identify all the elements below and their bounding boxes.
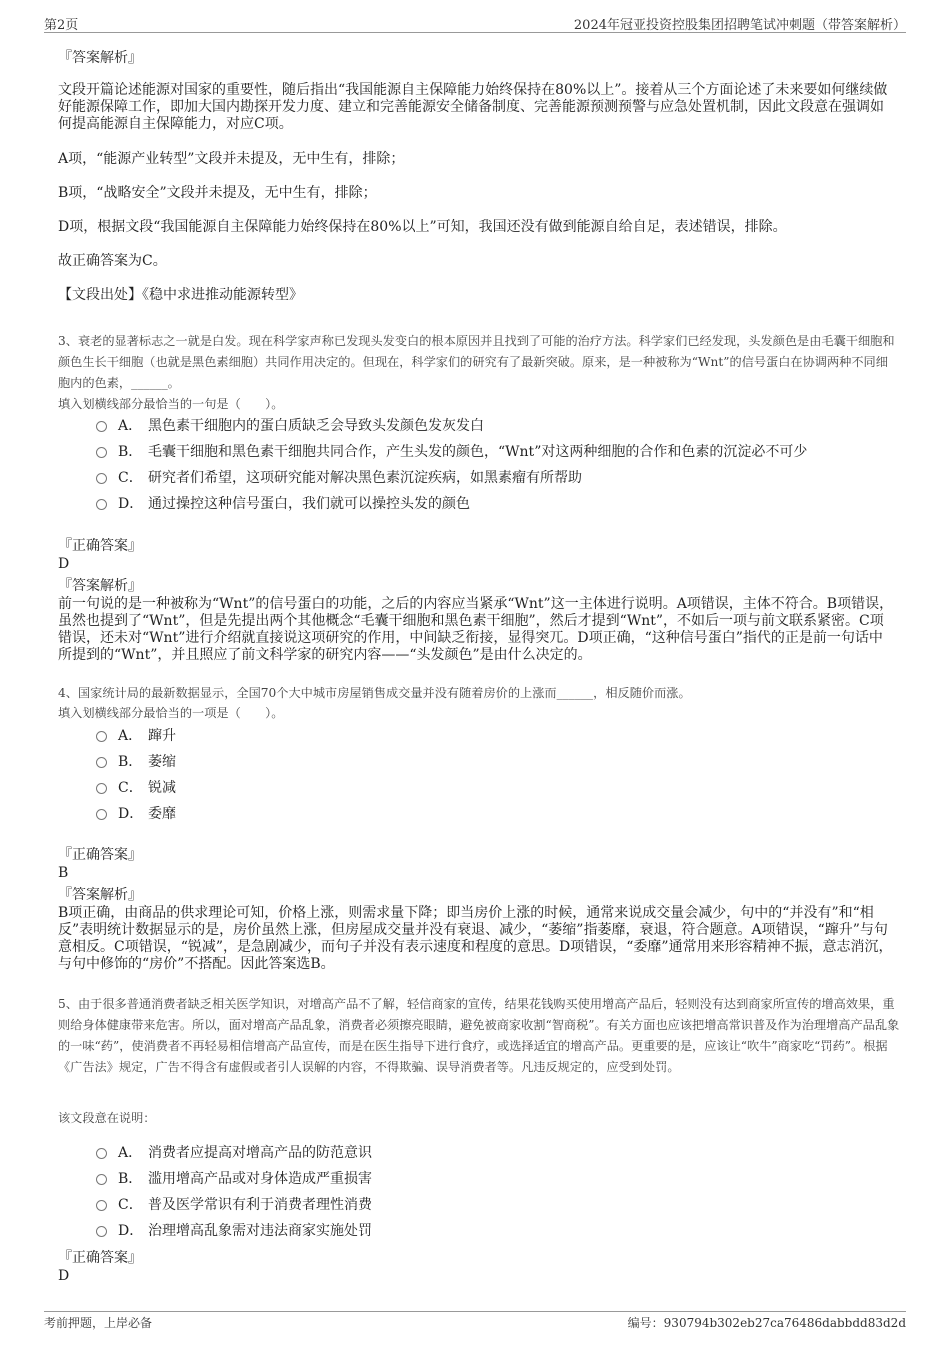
- q5-option-d[interactable]: D． 治理增高乱象需对违法商家实施处罚: [96, 1221, 372, 1241]
- radio-icon[interactable]: [96, 473, 107, 484]
- page-number: 第2页: [44, 18, 79, 33]
- q4-stem: 4、国家统计局的最新数据显示，全国70个大中城市房屋销售成交量并没有随着房价的上涨而______，相反随价而涨。: [58, 686, 691, 700]
- radio-icon[interactable]: [96, 1148, 107, 1159]
- q3-option-d[interactable]: D． 通过操控这种信号蛋白，我们就可以操控头发的颜色: [96, 494, 470, 514]
- q5-prompt: 该文段意在说明：: [58, 1111, 156, 1125]
- q4-analysis: B项正确，由商品的供求理论可知，价格上涨，则需求量下降；即当房价上涨的时候，通常来说成交量会减少，句中的“并没有”和“相反”表明统计数据显示的是，房价虽然上涨，但房屋成交量并没有衰退、减少，“萎缩”指萎靡，衰退，符合题意。A项错误，“蹿升”与句意相反。C项错误，“锐减”，是急剧减少，而句子并没有表示速度和程度的意思。D项错误，“委靡”通常用来形容精神不振，意志消沉，与句中修饰的“房价”不搭配。因此答案选B。: [58, 905, 893, 972]
- q3-prompt: 填入划横线部分最恰当的一句是（ ）。: [58, 397, 284, 411]
- document-code: 编号：930794b302eb27ca76486dabbdd83d2d: [627, 1316, 906, 1330]
- q3-stem: 3、衰老的显著标志之一就是白发。现在科学家声称已发现头发变白的根本原因并且找到了可能的治疗方法。科学家们已经发现，头发颜色是由毛囊干细胞和颜色生长干细胞（也就是黑色素细胞）共同作用决定的。但现在，科学家们的研究有了最新突破。原来，是一种被称为“Wnt”的信号蛋白在协调两种不同细胞内的色素，______。: [58, 334, 895, 390]
- radio-icon[interactable]: [96, 757, 107, 768]
- q5-stem: 5、由于很多普通消费者缺乏相关医学知识，对增高产品不了解，轻信商家的宣传，结果花钱购买使用增高产品后，轻则没有达到商家所宣传的增高效果，重则给身体健康带来危害。所以，面对增高产品乱象，消费者必须擦亮眼睛，避免被商家收割“智商税”。有关方面也应该把增高常识普及作为治理增高产品乱象的一味“药”，使消费者不再轻易相信增高产品宣传，而是在医生指导下进行食疗，或选择适宜的增高产品。更重要的是，应该让“吹牛”商家吃“罚药”。根据《广告法》规定，广告不得含有虚假或者引人误解的内容，不得欺骗、误导消费者等。凡违反规定的，应受到处罚。: [58, 997, 900, 1074]
- radio-icon[interactable]: [96, 421, 107, 432]
- q3-analysis-label: 『答案解析』: [58, 578, 142, 594]
- page-header: [44, 14, 906, 34]
- q4-option-d[interactable]: D． 委靡: [96, 804, 176, 824]
- q4-answer-label: 『正确答案』: [58, 847, 142, 863]
- q3-analysis: 前一句说的是一种被称为“Wnt”的信号蛋白的功能，之后的内容应当紧承“Wnt”这一主体进行说明。A项错误，主体不符合。B项错误，虽然也提到了“Wnt”，但是先提出两个其他概念“毛囊干细胞和黑色素干细胞”，然后才提到“Wnt”，不如后一项与前文联系紧密。C项错误，还未对“Wnt”进行介绍就直接说这项研究的作用，中间缺乏衔接，显得突兀。D项正确，“这种信号蛋白”指代的正是前一句话中所提到的“Wnt”，并且照应了前文科学家的研究内容——“头发颜色”是由什么决定的。: [58, 596, 894, 663]
- q3-answer: D: [58, 556, 70, 572]
- radio-icon[interactable]: [96, 1200, 107, 1211]
- q3-answer-label: 『正确答案』: [58, 538, 142, 554]
- q5-answer-label: 『正确答案』: [58, 1250, 142, 1266]
- q4-option-a[interactable]: A． 蹿升: [96, 726, 176, 746]
- q4-option-b[interactable]: B． 萎缩: [96, 752, 176, 772]
- footer-slogan: 考前押题，上岸必备: [44, 1316, 153, 1330]
- radio-icon[interactable]: [96, 1226, 107, 1237]
- document-title: 2024年冠亚投资控股集团招聘笔试冲刺题（带答案解析）: [573, 18, 906, 33]
- radio-icon[interactable]: [96, 731, 107, 742]
- q3-option-b[interactable]: B． 毛囊干细胞和黑色素干细胞共同合作，产生头发的颜色，“Wnt”对这两种细胞的合作和色素的沉淀必不可少: [96, 442, 807, 462]
- q2-analysis-line-a: A项，“能源产业转型”文段并未提及，无中生有，排除；: [58, 151, 405, 167]
- q4-prompt: 填入划横线部分最恰当的一项是（ ）。: [58, 706, 284, 720]
- q2-analysis-line-b: B项，“战略安全”文段并未提及，无中生有，排除；: [58, 185, 377, 201]
- header-divider: [44, 32, 906, 33]
- q3-option-c[interactable]: C． 研究者们希望，这项研究能对解决黑色素沉淀疾病，如黑素瘤有所帮助: [96, 468, 582, 488]
- q2-analysis-text: 文段开篇论述能源对国家的重要性，随后指出“我国能源自主保障能力始终保持在80%以上”。接着从三个方面论述了未来要如何继续做好能源保障工作，即加大国内勘探开发力度、建立和完善能源安全储备制度、完善能源预测预警与应急处置机制，因此文段意在强调如何提高能源自主保障能力，对应C项。: [58, 82, 888, 132]
- radio-icon[interactable]: [96, 1174, 107, 1185]
- q2-analysis-line-d: D项，根据文段“我国能源自主保障能力始终保持在80%以上”可知，我国还没有做到能源自给自足，表述错误，排除。: [58, 219, 787, 235]
- q4-analysis-label: 『答案解析』: [58, 887, 142, 903]
- q4-option-c[interactable]: C． 锐减: [96, 778, 176, 798]
- page-footer: [44, 1314, 906, 1332]
- q5-option-a[interactable]: A． 消费者应提高对增高产品的防范意识: [96, 1143, 372, 1163]
- radio-icon[interactable]: [96, 447, 107, 458]
- q5-answer: D: [58, 1268, 70, 1284]
- q2-source: 【文段出处】《稳中求进推动能源转型》: [58, 287, 303, 303]
- q2-analysis-label: 『答案解析』: [58, 50, 142, 66]
- radio-icon[interactable]: [96, 809, 107, 820]
- q5-option-b[interactable]: B． 滥用增高产品或对身体造成严重损害: [96, 1169, 372, 1189]
- radio-icon[interactable]: [96, 499, 107, 510]
- q3-option-a[interactable]: A． 黑色素干细胞内的蛋白质缺乏会导致头发颜色发灰发白: [96, 416, 484, 436]
- q2-conclusion: 故正确答案为C。: [58, 253, 167, 269]
- q5-option-c[interactable]: C． 普及医学常识有利于消费者理性消费: [96, 1195, 372, 1215]
- footer-divider: [44, 1311, 906, 1312]
- radio-icon[interactable]: [96, 783, 107, 794]
- q4-answer: B: [58, 865, 69, 881]
